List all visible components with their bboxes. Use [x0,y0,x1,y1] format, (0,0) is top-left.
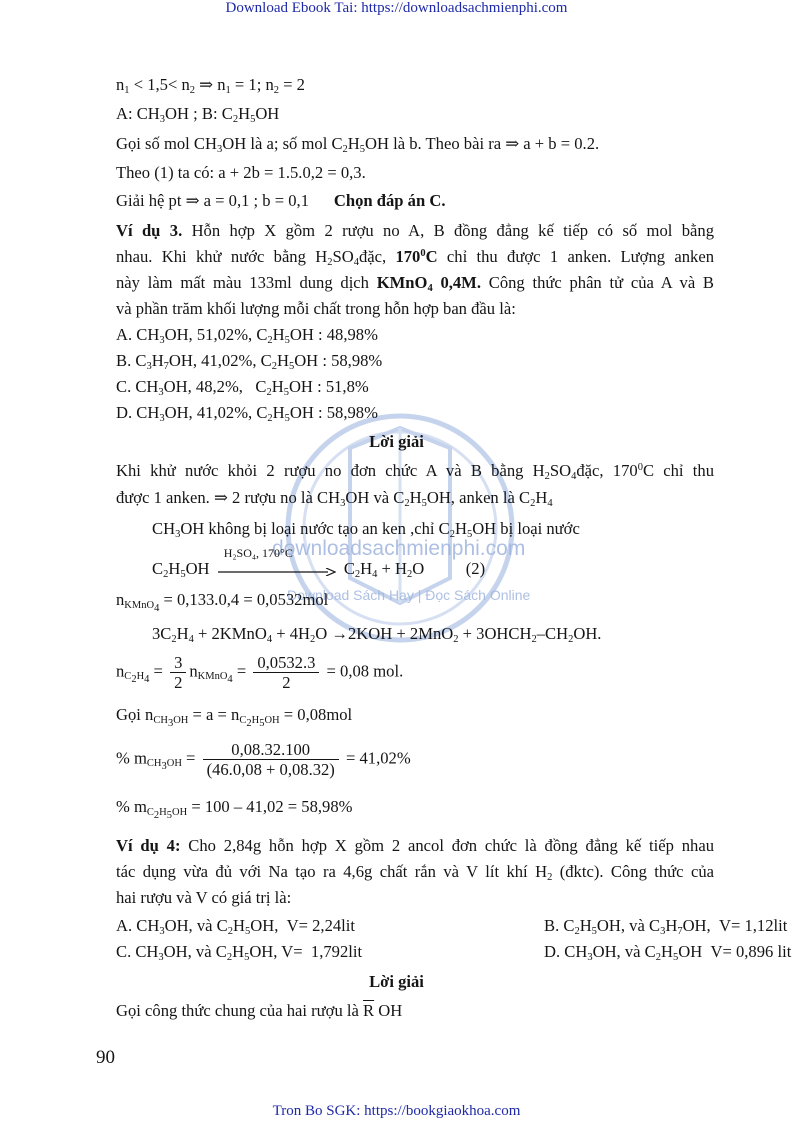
text-line: Theo (1) ta có: a + 2b = 1.5.0,2 = 0,3. [116,163,366,182]
answer-option: D. $CH_3OH$, 41,02%, $C_2H_5OH$ : 58,98% [116,403,378,424]
text-line: Gọi công thức chung của hai rượu là $\overline{R}$ OH [116,1001,403,1020]
answer-option: A. $CH_3OH$, và $C_2H_5OH$, V= 2,24lit B. $C_2H_5OH$, và $C_3H_7OH$, V= 1,12lit [116,916,788,937]
text-line: $CH_3OH$ không bị loại nước tạo an ken ,chỉ $C_2H_5OH$ bị loại nước [152,519,580,540]
text-line: nhau. Khi khử nước bằng $H_2SO_4đặc$, $170^0C$ chỉ thu được 1 anken. Lượng anken [116,247,714,268]
text-line: $n_{C_2H_4}$ = $\frac{3}{2}$ $n_{KMnO_4}$ = $\frac{0,0532.3}{2}$ = 0,08 mol. [116,653,404,693]
solution-heading: Lời giải [369,972,424,991]
reaction-equation: $C_2H_5OH$ H₂SO₄, 170°C $C_2H_4 + H_2O$ (2) [152,546,486,580]
page-footer-link[interactable]: Tron Bo SGK: https://bookgiaokhoa.com [272,1103,521,1119]
text-line: được 1 anken. ⇒ 2 rượu no là $CH_3OH$ và $C_2H_5OH$, anken là $C_2H_4$ [116,488,553,509]
text-line: Gọi số mol $CH_3OH$ là a; số mol $C_2H_5OH$ là b. Theo bài ra ⇒ a + b = 0.2. [116,134,600,155]
text-line: A: $CH_3OH$ ; B: $C_2H_5OH$ [116,104,280,125]
watermark-tagline: Download Sách Hay | Đọc Sách Online [287,587,531,603]
text-line: $n_{KMnO_4} = 0,133.0,4 = 0,0532mol$ [116,590,329,614]
example-4-paragraph: Ví dụ 4: Cho 2,84g hỗn hợp X gồm 2 ancol đơn chức là đồng đẳng kế tiếp nhau [116,836,714,855]
text-line: Khi khử nước khỏi 2 rượu no đơn chức A và B bằng $H_2SO_4đặc$, $170^0C$ chỉ thu [116,461,714,482]
solution-heading: Lời giải [369,432,424,451]
text-line: $n_1 < 1,5< n_2$ ⇒ $n_1 = 1$; $n_2 = 2$ [116,75,305,96]
text-line: % $m_{CH_3OH}$ = $\frac{0,08.32.100}{(46.0,08 + 0,08.32)}$ = 41,02% [116,740,411,780]
text-line: tác dụng vừa đủ với Na tạo ra 4,6g chất rắn và V lít khí $H_2$ (đktc). Công thức của [116,862,714,883]
reaction-arrow [218,546,336,580]
answer-option: A. $CH_3OH$, 51,02%, $C_2H_5OH$ : 48,98% [116,325,378,346]
answer-option: B. $C_3H_7OH$, 41,02%, $C_2H_5OH$ : 58,98% [116,351,383,372]
text-line: này làm mất màu 133ml dung dịch KMnO$_4$ 0,4M. Công thức phân tử của A và B [116,273,715,294]
reaction-condition: H₂SO₄, 170°C [223,546,293,561]
page-header-link[interactable]: Download Ebook Tai: https://downloadsachmienphi.com [225,0,568,16]
reaction-equation: $3C_2H_4$ + 2KMnO$_4$ + $4H_2O \to 2KOH + 2MnO_2$ + $3OHCH_2-CH_2OH$. [152,624,602,645]
text-line: Gọi $n_{CH_3OH} = a = n_{C_2H_5OH} = 0,08mol$ [116,705,353,729]
text-line: và phần trăm khối lượng mỗi chất trong hỗn hợp ban đầu là: [116,299,516,318]
watermark-site-text: downloadsachmienphi.com [272,537,526,560]
text-line: % $m_{C_2H_5OH} = 100 - 41,02 = 58,98\%$ [116,797,353,821]
text-line: hai rượu và V có giá trị là: [116,888,292,907]
answer-option: C. $CH_3OH$, 48,2%, $C_2H_5OH$ : 51,8% [116,377,369,398]
answer-option: C. $CH_3OH$, và $C_2H_5OH$, V= 1,792lit D. $CH_3OH$, và $C_2H_5OH$ V= 0,896 lit [116,942,792,963]
page-number: 90 [96,1047,115,1068]
text-line: Giải hệ pt ⇒ a = 0,1 ; b = 0,1 Chọn đáp án C. [116,191,446,210]
example-3-paragraph: Ví dụ 3. Hỗn hợp X gồm 2 rượu no A, B đồng đẳng kế tiếp có số mol bằng [116,221,714,240]
